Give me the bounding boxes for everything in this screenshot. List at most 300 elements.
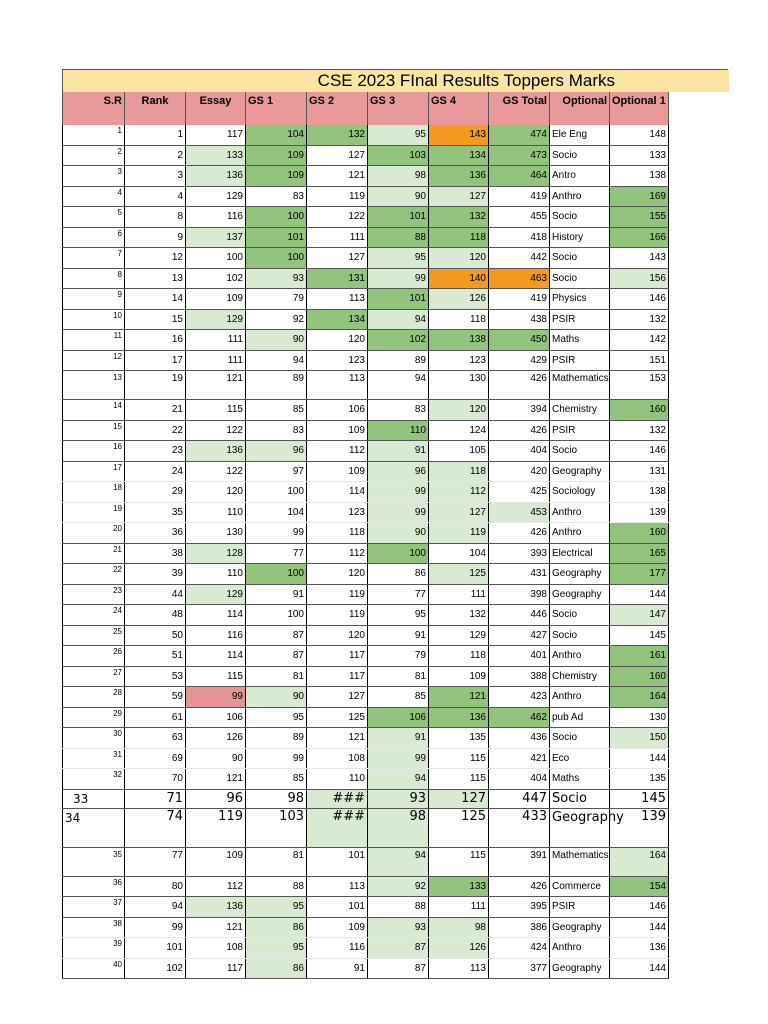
cell-gs2[interactable]: 134 bbox=[307, 309, 368, 330]
cell-gs-total[interactable]: 388 bbox=[489, 666, 550, 687]
cell-optional-1[interactable]: 164 bbox=[610, 687, 669, 708]
cell-gs4[interactable]: 118 bbox=[429, 646, 489, 667]
cell-essay[interactable]: 115 bbox=[186, 400, 246, 421]
cell-rank[interactable]: 69 bbox=[125, 748, 186, 769]
cell-optional[interactable]: Anthro bbox=[550, 502, 610, 523]
cell-rank[interactable]: 24 bbox=[125, 461, 186, 482]
cell-gs4[interactable]: 132 bbox=[429, 207, 489, 228]
cell-gs1[interactable]: 99 bbox=[246, 523, 307, 544]
cell-essay[interactable]: 129 bbox=[186, 584, 246, 605]
cell-essay[interactable]: 116 bbox=[186, 625, 246, 646]
cell-sr[interactable]: 12 bbox=[63, 350, 125, 371]
header-essay[interactable]: Essay bbox=[186, 92, 246, 125]
cell-rank[interactable]: 48 bbox=[125, 605, 186, 626]
header-rank[interactable]: Rank bbox=[125, 92, 186, 125]
cell-sr[interactable]: 23 bbox=[63, 584, 125, 605]
cell-rank[interactable]: 101 bbox=[125, 938, 186, 959]
cell-optional[interactable]: Anthro bbox=[550, 186, 610, 207]
header-sr[interactable]: S.R bbox=[63, 92, 125, 125]
cell-gs3[interactable]: 94 bbox=[368, 371, 429, 400]
cell-optional[interactable]: Anthro bbox=[550, 938, 610, 959]
cell-essay[interactable]: 120 bbox=[186, 482, 246, 503]
cell-gs-total[interactable]: 425 bbox=[489, 482, 550, 503]
cell-rank[interactable]: 53 bbox=[125, 666, 186, 687]
cell-sr[interactable]: 17 bbox=[63, 461, 125, 482]
cell-sr[interactable]: 5 bbox=[63, 207, 125, 228]
cell-gs2[interactable]: 120 bbox=[307, 564, 368, 585]
cell-gs3[interactable]: 103 bbox=[368, 145, 429, 166]
cell-gs1[interactable]: 109 bbox=[246, 145, 307, 166]
cell-optional[interactable]: Socio bbox=[550, 605, 610, 626]
cell-gs4[interactable]: 118 bbox=[429, 227, 489, 248]
cell-optional-1[interactable]: 154 bbox=[610, 876, 669, 897]
cell-rank[interactable]: 16 bbox=[125, 330, 186, 351]
cell-essay[interactable]: 109 bbox=[186, 847, 246, 876]
cell-gs4[interactable]: 133 bbox=[429, 876, 489, 897]
cell-gs3[interactable]: 92 bbox=[368, 876, 429, 897]
cell-gs-total[interactable]: 427 bbox=[489, 625, 550, 646]
cell-essay[interactable]: 110 bbox=[186, 564, 246, 585]
cell-gs2[interactable]: 113 bbox=[307, 289, 368, 310]
header-gs4[interactable]: GS 4 bbox=[429, 92, 489, 125]
cell-essay[interactable]: 114 bbox=[186, 646, 246, 667]
cell-gs-total[interactable]: 424 bbox=[489, 938, 550, 959]
cell-gs3[interactable]: 93 bbox=[368, 789, 429, 808]
cell-gs2[interactable]: 114 bbox=[307, 482, 368, 503]
cell-gs2[interactable]: 125 bbox=[307, 707, 368, 728]
cell-optional[interactable]: Antro bbox=[550, 166, 610, 187]
cell-sr[interactable]: 26 bbox=[63, 646, 125, 667]
cell-optional-1[interactable]: 146 bbox=[610, 897, 669, 918]
cell-gs4[interactable]: 111 bbox=[429, 897, 489, 918]
cell-gs3[interactable]: 100 bbox=[368, 543, 429, 564]
cell-gs3[interactable]: 110 bbox=[368, 420, 429, 441]
cell-rank[interactable]: 17 bbox=[125, 350, 186, 371]
cell-optional-1[interactable]: 146 bbox=[610, 289, 669, 310]
cell-gs4[interactable]: 126 bbox=[429, 289, 489, 310]
cell-gs3[interactable]: 87 bbox=[368, 938, 429, 959]
cell-gs2[interactable]: 112 bbox=[307, 441, 368, 462]
cell-optional-1[interactable]: 139 bbox=[610, 808, 669, 847]
cell-sr[interactable]: 33 bbox=[63, 789, 125, 808]
cell-sr[interactable]: 7 bbox=[63, 248, 125, 269]
cell-sr[interactable]: 34 bbox=[63, 808, 125, 847]
cell-optional-1[interactable]: 169 bbox=[610, 186, 669, 207]
cell-gs1[interactable]: 86 bbox=[246, 958, 307, 979]
cell-gs2[interactable]: 113 bbox=[307, 876, 368, 897]
cell-gs1[interactable]: 96 bbox=[246, 441, 307, 462]
cell-optional-1[interactable]: 138 bbox=[610, 166, 669, 187]
cell-gs1[interactable]: 77 bbox=[246, 543, 307, 564]
cell-gs4[interactable]: 129 bbox=[429, 625, 489, 646]
cell-essay[interactable]: 128 bbox=[186, 543, 246, 564]
cell-rank[interactable]: 19 bbox=[125, 371, 186, 400]
header-optional-1[interactable]: Optional 1 bbox=[610, 92, 669, 125]
cell-gs3[interactable]: 91 bbox=[368, 441, 429, 462]
cell-sr[interactable]: 28 bbox=[63, 687, 125, 708]
cell-gs2[interactable]: 101 bbox=[307, 897, 368, 918]
cell-essay[interactable]: 117 bbox=[186, 958, 246, 979]
cell-rank[interactable]: 29 bbox=[125, 482, 186, 503]
cell-essay[interactable]: 129 bbox=[186, 309, 246, 330]
cell-gs-total[interactable]: 464 bbox=[489, 166, 550, 187]
cell-gs4[interactable]: 125 bbox=[429, 564, 489, 585]
cell-optional-1[interactable]: 144 bbox=[610, 748, 669, 769]
cell-optional[interactable]: Mathematics bbox=[550, 371, 610, 400]
cell-rank[interactable]: 15 bbox=[125, 309, 186, 330]
cell-gs3[interactable]: 98 bbox=[368, 166, 429, 187]
cell-rank[interactable]: 36 bbox=[125, 523, 186, 544]
cell-optional[interactable]: Socio bbox=[550, 441, 610, 462]
cell-essay[interactable]: 109 bbox=[186, 289, 246, 310]
cell-sr[interactable]: 18 bbox=[63, 482, 125, 503]
cell-gs4[interactable]: 136 bbox=[429, 707, 489, 728]
cell-rank[interactable]: 4 bbox=[125, 186, 186, 207]
cell-sr[interactable]: 40 bbox=[63, 958, 125, 979]
cell-gs4[interactable]: 118 bbox=[429, 309, 489, 330]
cell-gs2[interactable]: 122 bbox=[307, 207, 368, 228]
cell-gs-total[interactable]: 426 bbox=[489, 876, 550, 897]
cell-optional-1[interactable]: 130 bbox=[610, 707, 669, 728]
cell-gs1[interactable]: 87 bbox=[246, 625, 307, 646]
cell-gs1[interactable]: 104 bbox=[246, 125, 307, 145]
cell-gs1[interactable]: 90 bbox=[246, 687, 307, 708]
cell-essay[interactable]: 99 bbox=[186, 687, 246, 708]
cell-gs2[interactable]: 120 bbox=[307, 330, 368, 351]
cell-gs4[interactable]: 130 bbox=[429, 371, 489, 400]
cell-optional[interactable]: PSIR bbox=[550, 309, 610, 330]
cell-sr[interactable]: 21 bbox=[63, 543, 125, 564]
cell-essay[interactable]: 136 bbox=[186, 897, 246, 918]
cell-gs3[interactable]: 98 bbox=[368, 808, 429, 847]
cell-gs-total[interactable]: 401 bbox=[489, 646, 550, 667]
cell-gs-total[interactable]: 463 bbox=[489, 268, 550, 289]
cell-optional-1[interactable]: 160 bbox=[610, 666, 669, 687]
cell-optional[interactable]: Ele Eng bbox=[550, 125, 610, 145]
cell-sr[interactable]: 20 bbox=[63, 523, 125, 544]
cell-gs2[interactable]: 121 bbox=[307, 166, 368, 187]
cell-rank[interactable]: 71 bbox=[125, 789, 186, 808]
cell-gs1[interactable]: 98 bbox=[246, 789, 307, 808]
cell-optional[interactable]: Mathematics bbox=[550, 847, 610, 876]
cell-gs3[interactable]: 101 bbox=[368, 289, 429, 310]
cell-rank[interactable]: 23 bbox=[125, 441, 186, 462]
cell-gs4[interactable]: 118 bbox=[429, 461, 489, 482]
cell-optional[interactable]: Socio bbox=[550, 268, 610, 289]
cell-gs1[interactable]: 100 bbox=[246, 605, 307, 626]
cell-sr[interactable]: 38 bbox=[63, 917, 125, 938]
cell-gs1[interactable]: 81 bbox=[246, 666, 307, 687]
cell-essay[interactable]: 121 bbox=[186, 769, 246, 790]
cell-essay[interactable]: 119 bbox=[186, 808, 246, 847]
cell-gs4[interactable]: 125 bbox=[429, 808, 489, 847]
cell-gs4[interactable]: 134 bbox=[429, 145, 489, 166]
cell-gs1[interactable]: 81 bbox=[246, 847, 307, 876]
cell-gs2[interactable]: 132 bbox=[307, 125, 368, 145]
cell-gs3[interactable]: 77 bbox=[368, 584, 429, 605]
cell-optional-1[interactable]: 132 bbox=[610, 309, 669, 330]
cell-optional-1[interactable]: 165 bbox=[610, 543, 669, 564]
cell-gs1[interactable]: 97 bbox=[246, 461, 307, 482]
cell-gs3[interactable]: 85 bbox=[368, 687, 429, 708]
cell-gs4[interactable]: 111 bbox=[429, 584, 489, 605]
cell-gs3[interactable]: 83 bbox=[368, 400, 429, 421]
cell-gs1[interactable]: 95 bbox=[246, 707, 307, 728]
cell-optional[interactable]: PSIR bbox=[550, 420, 610, 441]
cell-gs-total[interactable]: 474 bbox=[489, 125, 550, 145]
cell-gs3[interactable]: 94 bbox=[368, 309, 429, 330]
cell-optional-1[interactable]: 144 bbox=[610, 917, 669, 938]
cell-gs2[interactable]: 109 bbox=[307, 461, 368, 482]
cell-gs3[interactable]: 93 bbox=[368, 917, 429, 938]
cell-gs1[interactable]: 95 bbox=[246, 897, 307, 918]
header-optional[interactable]: Optional bbox=[550, 92, 610, 125]
cell-gs4[interactable]: 127 bbox=[429, 502, 489, 523]
cell-gs-total[interactable]: 426 bbox=[489, 371, 550, 400]
cell-essay[interactable]: 136 bbox=[186, 441, 246, 462]
cell-sr[interactable]: 27 bbox=[63, 666, 125, 687]
cell-gs4[interactable]: 127 bbox=[429, 789, 489, 808]
cell-optional-1[interactable]: 133 bbox=[610, 145, 669, 166]
cell-gs-total[interactable]: 398 bbox=[489, 584, 550, 605]
cell-gs4[interactable]: 121 bbox=[429, 687, 489, 708]
cell-sr[interactable]: 4 bbox=[63, 186, 125, 207]
cell-gs2[interactable]: 117 bbox=[307, 646, 368, 667]
cell-optional[interactable]: Geography bbox=[550, 584, 610, 605]
cell-gs3[interactable]: 99 bbox=[368, 502, 429, 523]
cell-rank[interactable]: 2 bbox=[125, 145, 186, 166]
cell-gs2[interactable]: 106 bbox=[307, 400, 368, 421]
cell-rank[interactable]: 21 bbox=[125, 400, 186, 421]
cell-essay[interactable]: 121 bbox=[186, 371, 246, 400]
cell-rank[interactable]: 8 bbox=[125, 207, 186, 228]
cell-rank[interactable]: 80 bbox=[125, 876, 186, 897]
cell-gs-total[interactable]: 394 bbox=[489, 400, 550, 421]
cell-sr[interactable]: 10 bbox=[63, 309, 125, 330]
cell-gs2[interactable]: 123 bbox=[307, 502, 368, 523]
cell-gs3[interactable]: 99 bbox=[368, 268, 429, 289]
cell-sr[interactable]: 19 bbox=[63, 502, 125, 523]
cell-gs3[interactable]: 101 bbox=[368, 207, 429, 228]
cell-gs2[interactable]: 121 bbox=[307, 728, 368, 749]
cell-rank[interactable]: 13 bbox=[125, 268, 186, 289]
cell-gs3[interactable]: 91 bbox=[368, 728, 429, 749]
cell-gs1[interactable]: 83 bbox=[246, 420, 307, 441]
cell-sr[interactable]: 35 bbox=[63, 847, 125, 876]
cell-gs1[interactable]: 91 bbox=[246, 584, 307, 605]
cell-rank[interactable]: 12 bbox=[125, 248, 186, 269]
cell-gs3[interactable]: 95 bbox=[368, 125, 429, 145]
cell-gs1[interactable]: 89 bbox=[246, 728, 307, 749]
cell-rank[interactable]: 59 bbox=[125, 687, 186, 708]
cell-gs3[interactable]: 99 bbox=[368, 482, 429, 503]
cell-optional[interactable]: Socio bbox=[550, 145, 610, 166]
cell-gs4[interactable]: 140 bbox=[429, 268, 489, 289]
cell-gs1[interactable]: 92 bbox=[246, 309, 307, 330]
cell-gs3[interactable]: 99 bbox=[368, 748, 429, 769]
cell-gs3[interactable]: 95 bbox=[368, 605, 429, 626]
cell-sr[interactable]: 9 bbox=[63, 289, 125, 310]
cell-optional-1[interactable]: 164 bbox=[610, 847, 669, 876]
cell-gs4[interactable]: 120 bbox=[429, 248, 489, 269]
cell-rank[interactable]: 38 bbox=[125, 543, 186, 564]
cell-optional[interactable]: Maths bbox=[550, 330, 610, 351]
cell-rank[interactable]: 14 bbox=[125, 289, 186, 310]
cell-gs-total[interactable]: 436 bbox=[489, 728, 550, 749]
cell-gs4[interactable]: 124 bbox=[429, 420, 489, 441]
cell-gs3[interactable]: 79 bbox=[368, 646, 429, 667]
cell-gs-total[interactable]: 447 bbox=[489, 789, 550, 808]
header-gs3[interactable]: GS 3 bbox=[368, 92, 429, 125]
cell-gs-total[interactable]: 473 bbox=[489, 145, 550, 166]
cell-sr[interactable]: 25 bbox=[63, 625, 125, 646]
cell-gs1[interactable]: 94 bbox=[246, 350, 307, 371]
cell-gs3[interactable]: 95 bbox=[368, 248, 429, 269]
cell-sr[interactable]: 30 bbox=[63, 728, 125, 749]
cell-optional-1[interactable]: 145 bbox=[610, 625, 669, 646]
cell-optional[interactable]: Socio bbox=[550, 625, 610, 646]
cell-sr[interactable]: 2 bbox=[63, 145, 125, 166]
cell-gs2[interactable]: 112 bbox=[307, 543, 368, 564]
cell-gs-total[interactable]: 426 bbox=[489, 420, 550, 441]
cell-optional[interactable]: Commerce bbox=[550, 876, 610, 897]
cell-gs-total[interactable]: 462 bbox=[489, 707, 550, 728]
cell-essay[interactable]: 112 bbox=[186, 876, 246, 897]
cell-rank[interactable]: 63 bbox=[125, 728, 186, 749]
cell-gs1[interactable]: 99 bbox=[246, 748, 307, 769]
header-gs1[interactable]: GS 1 bbox=[246, 92, 307, 125]
cell-essay[interactable]: 122 bbox=[186, 461, 246, 482]
cell-optional[interactable]: Chemistry bbox=[550, 400, 610, 421]
cell-rank[interactable]: 74 bbox=[125, 808, 186, 847]
cell-rank[interactable]: 99 bbox=[125, 917, 186, 938]
cell-gs-total[interactable]: 431 bbox=[489, 564, 550, 585]
cell-gs2[interactable]: 116 bbox=[307, 938, 368, 959]
cell-optional-1[interactable]: 148 bbox=[610, 125, 669, 145]
cell-gs1[interactable]: 79 bbox=[246, 289, 307, 310]
cell-optional-1[interactable]: 177 bbox=[610, 564, 669, 585]
cell-optional-1[interactable]: 145 bbox=[610, 789, 669, 808]
cell-essay[interactable]: 111 bbox=[186, 330, 246, 351]
cell-optional-1[interactable]: 146 bbox=[610, 441, 669, 462]
cell-gs1[interactable]: 88 bbox=[246, 876, 307, 897]
cell-gs2[interactable]: 131 bbox=[307, 268, 368, 289]
cell-gs1[interactable]: 83 bbox=[246, 186, 307, 207]
cell-sr[interactable]: 15 bbox=[63, 420, 125, 441]
header-gs2[interactable]: GS 2 bbox=[307, 92, 368, 125]
cell-essay[interactable]: 90 bbox=[186, 748, 246, 769]
cell-gs4[interactable]: 105 bbox=[429, 441, 489, 462]
cell-gs-total[interactable]: 423 bbox=[489, 687, 550, 708]
cell-sr[interactable]: 36 bbox=[63, 876, 125, 897]
cell-rank[interactable]: 94 bbox=[125, 897, 186, 918]
cell-optional[interactable]: Electrical bbox=[550, 543, 610, 564]
cell-gs4[interactable]: 109 bbox=[429, 666, 489, 687]
cell-sr[interactable]: 16 bbox=[63, 441, 125, 462]
cell-gs3[interactable]: 90 bbox=[368, 186, 429, 207]
cell-gs1[interactable]: 85 bbox=[246, 769, 307, 790]
cell-optional-1[interactable]: 153 bbox=[610, 371, 669, 400]
cell-gs-total[interactable]: 377 bbox=[489, 958, 550, 979]
cell-gs3[interactable]: 87 bbox=[368, 958, 429, 979]
cell-sr[interactable]: 37 bbox=[63, 897, 125, 918]
cell-optional-1[interactable]: 151 bbox=[610, 350, 669, 371]
cell-essay[interactable]: 100 bbox=[186, 248, 246, 269]
cell-optional-1[interactable]: 160 bbox=[610, 400, 669, 421]
cell-gs1[interactable]: 89 bbox=[246, 371, 307, 400]
cell-gs-total[interactable]: 386 bbox=[489, 917, 550, 938]
cell-gs2[interactable]: 91 bbox=[307, 958, 368, 979]
cell-gs2[interactable]: 127 bbox=[307, 248, 368, 269]
cell-gs2[interactable]: 119 bbox=[307, 584, 368, 605]
cell-optional-1[interactable]: 131 bbox=[610, 461, 669, 482]
cell-gs1[interactable]: 100 bbox=[246, 564, 307, 585]
cell-essay[interactable]: 122 bbox=[186, 420, 246, 441]
cell-gs1[interactable]: 104 bbox=[246, 502, 307, 523]
cell-gs2[interactable]: 117 bbox=[307, 666, 368, 687]
cell-optional-1[interactable]: 139 bbox=[610, 502, 669, 523]
cell-gs1[interactable]: 109 bbox=[246, 166, 307, 187]
cell-sr[interactable]: 24 bbox=[63, 605, 125, 626]
cell-rank[interactable]: 3 bbox=[125, 166, 186, 187]
cell-sr[interactable]: 32 bbox=[63, 769, 125, 790]
cell-gs4[interactable]: 127 bbox=[429, 186, 489, 207]
cell-gs1[interactable]: 100 bbox=[246, 207, 307, 228]
cell-gs3[interactable]: 96 bbox=[368, 461, 429, 482]
cell-optional-1[interactable]: 166 bbox=[610, 227, 669, 248]
cell-gs4[interactable]: 123 bbox=[429, 350, 489, 371]
cell-sr[interactable]: 13 bbox=[63, 371, 125, 400]
header-gs-total[interactable]: GS Total bbox=[489, 92, 550, 125]
cell-optional[interactable]: Socio bbox=[550, 207, 610, 228]
cell-gs2[interactable]: 101 bbox=[307, 847, 368, 876]
cell-optional-1[interactable]: 143 bbox=[610, 248, 669, 269]
cell-gs3[interactable]: 89 bbox=[368, 350, 429, 371]
cell-gs3[interactable]: 86 bbox=[368, 564, 429, 585]
cell-sr[interactable]: 31 bbox=[63, 748, 125, 769]
cell-gs1[interactable]: 93 bbox=[246, 268, 307, 289]
cell-gs4[interactable]: 115 bbox=[429, 748, 489, 769]
cell-gs2[interactable]: 118 bbox=[307, 523, 368, 544]
cell-essay[interactable]: 136 bbox=[186, 166, 246, 187]
cell-essay[interactable]: 106 bbox=[186, 707, 246, 728]
cell-gs-total[interactable]: 438 bbox=[489, 309, 550, 330]
cell-gs4[interactable]: 115 bbox=[429, 847, 489, 876]
cell-gs1[interactable]: 100 bbox=[246, 248, 307, 269]
cell-optional[interactable]: Geography bbox=[550, 917, 610, 938]
cell-gs-total[interactable]: 404 bbox=[489, 441, 550, 462]
cell-gs1[interactable]: 101 bbox=[246, 227, 307, 248]
cell-essay[interactable]: 102 bbox=[186, 268, 246, 289]
cell-rank[interactable]: 70 bbox=[125, 769, 186, 790]
cell-gs4[interactable]: 113 bbox=[429, 958, 489, 979]
cell-optional[interactable]: Physics bbox=[550, 289, 610, 310]
cell-optional[interactable]: History bbox=[550, 227, 610, 248]
cell-gs-total[interactable]: 426 bbox=[489, 523, 550, 544]
cell-rank[interactable]: 51 bbox=[125, 646, 186, 667]
cell-optional[interactable]: Geography bbox=[550, 564, 610, 585]
cell-optional-1[interactable]: 147 bbox=[610, 605, 669, 626]
cell-gs1[interactable]: 95 bbox=[246, 938, 307, 959]
cell-rank[interactable]: 22 bbox=[125, 420, 186, 441]
cell-essay[interactable]: 130 bbox=[186, 523, 246, 544]
cell-essay[interactable]: 108 bbox=[186, 938, 246, 959]
cell-gs3[interactable]: 88 bbox=[368, 227, 429, 248]
cell-gs2[interactable]: 113 bbox=[307, 371, 368, 400]
cell-gs-total[interactable]: 419 bbox=[489, 186, 550, 207]
cell-sr[interactable]: 39 bbox=[63, 938, 125, 959]
cell-sr[interactable]: 8 bbox=[63, 268, 125, 289]
